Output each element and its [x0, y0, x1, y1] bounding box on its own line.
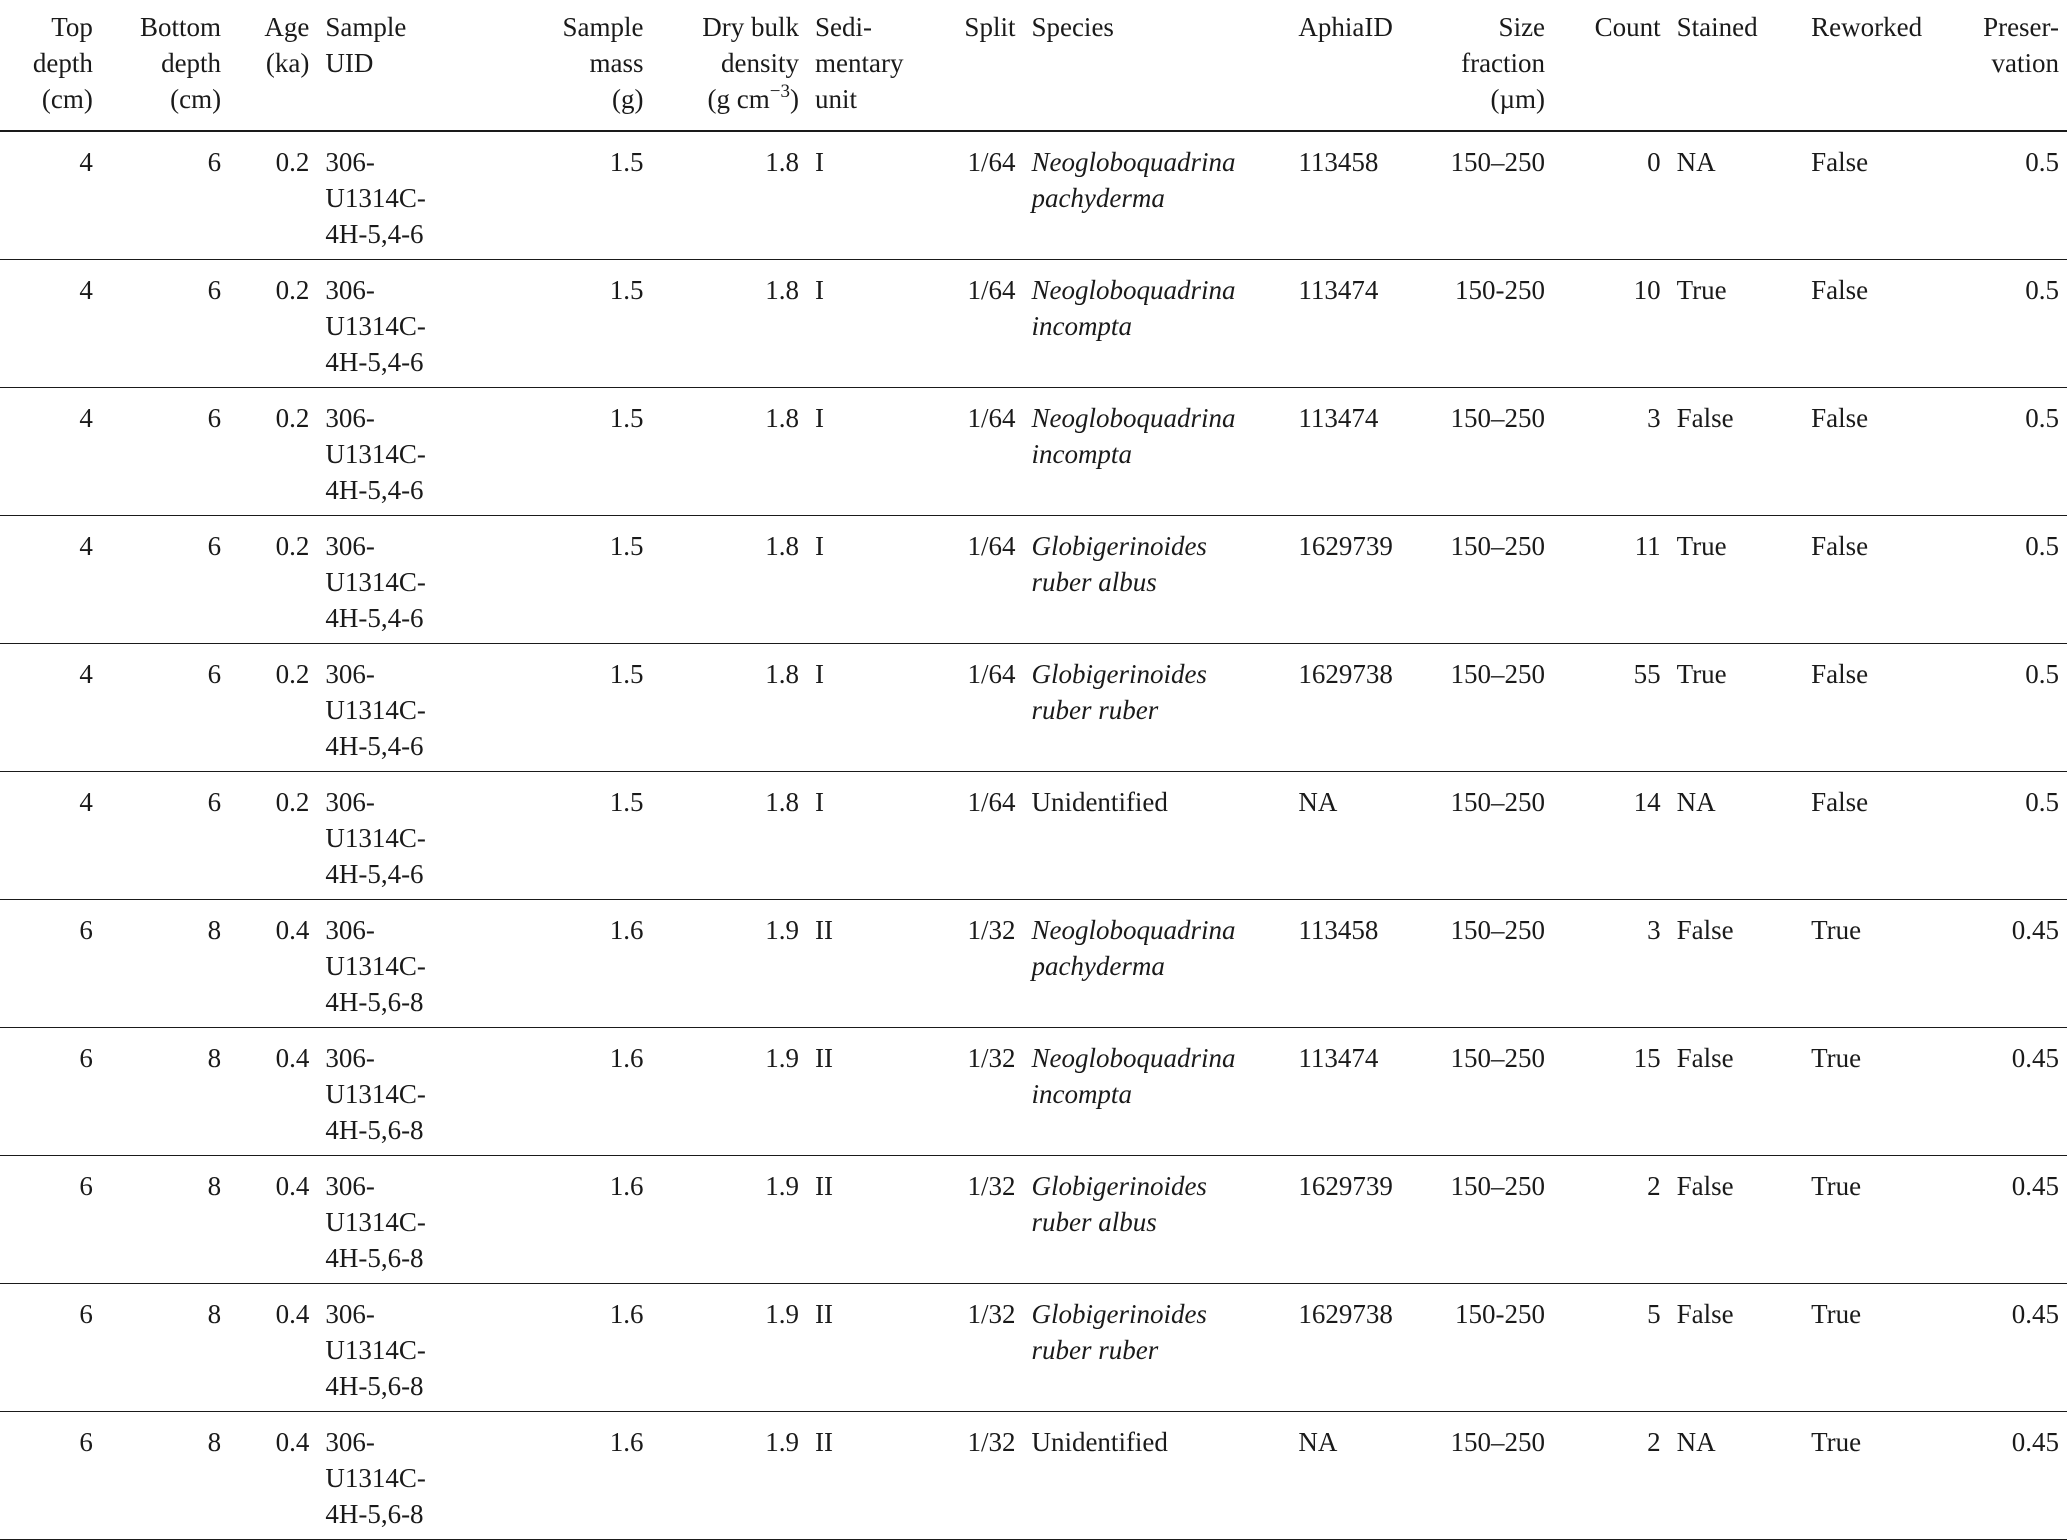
size-cell: 150–250 [1425, 131, 1553, 259]
count-cell: 55 [1553, 643, 1669, 771]
density-cell: 1.8 [651, 643, 807, 771]
table-row [0, 643, 2067, 771]
preservation-cell: 0.45 [1959, 899, 2067, 1027]
top-cell: 4 [0, 515, 101, 643]
column-header [504, 0, 651, 131]
size-cell: 150-250 [1425, 259, 1553, 387]
count-cell: 15 [1553, 1027, 1669, 1155]
top-cell: 6 [0, 1411, 101, 1539]
table-row [0, 771, 2067, 899]
header-line: Age [264, 12, 310, 42]
uid-line: U1314C- [325, 566, 426, 597]
uid-line: 306- [325, 530, 375, 561]
count-cell: 14 [1553, 771, 1669, 899]
species-cell [1023, 1283, 1290, 1411]
stained-cell: True [1669, 515, 1804, 643]
split-cell: 1/64 [912, 515, 1023, 643]
uid-line: 4H-5,6-8 [325, 1242, 424, 1273]
column-header [317, 0, 504, 131]
reworked-cell: True [1803, 1027, 1959, 1155]
header-line: (µm) [1490, 84, 1546, 114]
age-cell: 0.4 [229, 1411, 317, 1539]
size-cell: 150–250 [1425, 1411, 1553, 1539]
uid-cell [317, 771, 504, 899]
unit-cell: II [807, 1155, 912, 1283]
count-cell: 0 [1553, 131, 1669, 259]
uid-line: 4H-5,6-8 [325, 986, 424, 1017]
aphia-cell: 113458 [1290, 131, 1425, 259]
header-line: Bottom [140, 12, 222, 42]
top-cell: 4 [0, 387, 101, 515]
species-cell [1023, 1027, 1290, 1155]
species-cell [1023, 1411, 1290, 1539]
column-header [807, 0, 912, 131]
preservation-cell: 0.45 [1959, 1027, 2067, 1155]
column-header [1553, 0, 1669, 131]
uid-line: 306- [325, 1042, 375, 1073]
aphia-cell: 113474 [1290, 1027, 1425, 1155]
split-cell: 1/32 [912, 1283, 1023, 1411]
density-cell: 1.8 [651, 259, 807, 387]
table-row [0, 259, 2067, 387]
uid-cell [317, 1155, 504, 1283]
column-header [0, 0, 101, 131]
size-cell: 150-250 [1425, 1283, 1553, 1411]
bottom-cell: 8 [101, 899, 229, 1027]
species-line: pachyderma [1031, 950, 1165, 981]
uid-line: U1314C- [325, 822, 426, 853]
split-cell: 1/64 [912, 643, 1023, 771]
header-row [0, 0, 2067, 131]
aphia-cell: NA [1290, 771, 1425, 899]
density-cell: 1.9 [651, 1155, 807, 1283]
density-cell: 1.9 [651, 1027, 807, 1155]
species-cell [1023, 643, 1290, 771]
density-cell: 1.8 [651, 771, 807, 899]
species-line: incompta [1031, 438, 1132, 469]
uid-line: 306- [325, 402, 375, 433]
species-cell [1023, 131, 1290, 259]
size-cell: 150–250 [1425, 515, 1553, 643]
split-cell: 1/64 [912, 771, 1023, 899]
stained-cell: False [1669, 899, 1804, 1027]
preservation-cell: 0.45 [1959, 1283, 2067, 1411]
species-cell [1023, 515, 1290, 643]
uid-line: 4H-5,4-6 [325, 858, 424, 889]
header-line: Stained [1676, 12, 1758, 42]
preservation-cell: 0.5 [1959, 259, 2067, 387]
stained-cell: NA [1669, 131, 1804, 259]
mass-cell: 1.6 [504, 1411, 651, 1539]
unit-cell: I [807, 259, 912, 387]
aphia-cell: 1629738 [1290, 1283, 1425, 1411]
header-line: Dry bulk [702, 12, 799, 42]
header-line: density [721, 48, 799, 78]
mass-cell: 1.5 [504, 643, 651, 771]
header-line: UID [325, 48, 374, 78]
table-header [0, 0, 2067, 131]
header-line: unit [815, 84, 858, 114]
species-cell [1023, 1155, 1290, 1283]
uid-line: 4H-5,4-6 [325, 602, 424, 633]
unit-text: ) [790, 84, 799, 114]
bottom-cell: 8 [101, 1027, 229, 1155]
preservation-cell: 0.5 [1959, 643, 2067, 771]
preservation-cell: 0.45 [1959, 1411, 2067, 1539]
column-header [1290, 0, 1425, 131]
density-cell: 1.8 [651, 131, 807, 259]
uid-cell [317, 259, 504, 387]
header-line: Size [1498, 12, 1546, 42]
uid-line: 306- [325, 1298, 375, 1329]
unit-cell: I [807, 515, 912, 643]
reworked-cell: False [1803, 643, 1959, 771]
table-row [0, 131, 2067, 259]
species-line: Neogloboquadrina [1031, 274, 1236, 305]
uid-line: 306- [325, 786, 375, 817]
split-cell: 1/32 [912, 1155, 1023, 1283]
size-cell: 150–250 [1425, 771, 1553, 899]
table-row [0, 899, 2067, 1027]
unit-cell: II [807, 1283, 912, 1411]
species-line: ruber albus [1031, 566, 1157, 597]
mass-cell: 1.5 [504, 131, 651, 259]
size-cell: 150–250 [1425, 1155, 1553, 1283]
mass-cell: 1.6 [504, 1283, 651, 1411]
age-cell: 0.2 [229, 387, 317, 515]
table-body [0, 131, 2067, 1539]
stained-cell: True [1669, 259, 1804, 387]
species-line: incompta [1031, 310, 1132, 341]
age-cell: 0.2 [229, 643, 317, 771]
species-line: pachyderma [1031, 183, 1165, 213]
aphia-cell: 113458 [1290, 899, 1425, 1027]
uid-line: U1314C- [325, 310, 426, 341]
header-line: AphiaID [1298, 12, 1393, 42]
header-line: vation [1991, 48, 2059, 78]
count-cell: 3 [1553, 387, 1669, 515]
bottom-cell: 6 [101, 515, 229, 643]
count-cell: 10 [1553, 259, 1669, 387]
unit-cell: II [807, 899, 912, 1027]
aphia-cell: NA [1290, 1411, 1425, 1539]
unit-cell: I [807, 643, 912, 771]
reworked-cell: False [1803, 771, 1959, 899]
header-line: Reworked [1811, 12, 1923, 42]
density-cell: 1.9 [651, 1283, 807, 1411]
size-cell: 150–250 [1425, 1027, 1553, 1155]
header-line: (g) [612, 84, 644, 114]
density-cell: 1.8 [651, 387, 807, 515]
age-cell: 0.4 [229, 1283, 317, 1411]
aphia-cell: 1629739 [1290, 1155, 1425, 1283]
size-cell: 150–250 [1425, 387, 1553, 515]
uid-line: U1314C- [325, 438, 426, 469]
uid-cell [317, 1283, 504, 1411]
header-line: depth [161, 48, 222, 78]
species-cell [1023, 899, 1290, 1027]
density-cell: 1.9 [651, 1411, 807, 1539]
age-cell: 0.2 [229, 771, 317, 899]
aphia-cell: 1629738 [1290, 643, 1425, 771]
uid-line: 306- [325, 1170, 375, 1201]
header-line: fraction [1461, 48, 1546, 78]
bottom-cell: 6 [101, 771, 229, 899]
uid-line: 306- [325, 147, 375, 177]
uid-line: 4H-5,4-6 [325, 730, 424, 761]
aphia-cell: 113474 [1290, 259, 1425, 387]
header-line: (cm) [170, 84, 222, 114]
uid-line: 306- [325, 274, 375, 305]
bottom-cell: 6 [101, 131, 229, 259]
split-cell: 1/64 [912, 131, 1023, 259]
species-line: Neogloboquadrina [1031, 1042, 1236, 1073]
header-line: Sample [325, 12, 407, 42]
unit-text: (g cm [707, 84, 770, 114]
uid-line: 4H-5,6-8 [325, 1114, 424, 1145]
species-line: ruber ruber [1031, 1334, 1159, 1365]
top-cell: 6 [0, 1155, 101, 1283]
header-line [659, 81, 799, 117]
species-line: Neogloboquadrina [1031, 914, 1236, 945]
split-cell: 1/32 [912, 899, 1023, 1027]
top-cell: 4 [0, 131, 101, 259]
uid-cell [317, 899, 504, 1027]
column-header [912, 0, 1023, 131]
reworked-cell: True [1803, 1155, 1959, 1283]
header-line: (cm) [41, 84, 93, 114]
column-header [651, 0, 807, 131]
stained-cell: False [1669, 1155, 1804, 1283]
bottom-cell: 6 [101, 259, 229, 387]
species-line: ruber albus [1031, 1206, 1157, 1237]
uid-line: U1314C- [325, 1206, 426, 1237]
header-line: Split [964, 12, 1016, 42]
preservation-cell: 0.5 [1959, 131, 2067, 259]
uid-line: 4H-5,4-6 [325, 346, 424, 377]
unit-cell: II [807, 1411, 912, 1539]
top-cell: 4 [0, 643, 101, 771]
table-row [0, 1283, 2067, 1411]
reworked-cell: True [1803, 1411, 1959, 1539]
preservation-cell: 0.45 [1959, 1155, 2067, 1283]
mass-cell: 1.5 [504, 771, 651, 899]
header-line: Sedi- [815, 12, 872, 42]
mass-cell: 1.6 [504, 899, 651, 1027]
table-row [0, 1411, 2067, 1539]
age-cell: 0.4 [229, 899, 317, 1027]
top-cell: 6 [0, 1027, 101, 1155]
header-line: Species [1031, 12, 1114, 42]
split-cell: 1/64 [912, 387, 1023, 515]
top-cell: 4 [0, 771, 101, 899]
mass-cell: 1.5 [504, 515, 651, 643]
uid-cell [317, 1027, 504, 1155]
header-line: Count [1594, 12, 1661, 42]
uid-cell [317, 387, 504, 515]
unit-cell: I [807, 131, 912, 259]
density-cell: 1.8 [651, 515, 807, 643]
preservation-cell: 0.5 [1959, 771, 2067, 899]
stained-cell: NA [1669, 1411, 1804, 1539]
species-cell [1023, 771, 1290, 899]
age-cell: 0.2 [229, 515, 317, 643]
header-line: (ka) [265, 48, 310, 78]
bottom-cell: 6 [101, 387, 229, 515]
uid-line: U1314C- [325, 1462, 426, 1493]
table-row [0, 515, 2067, 643]
size-cell: 150–250 [1425, 899, 1553, 1027]
uid-cell [317, 1411, 504, 1539]
uid-line: U1314C- [325, 1334, 426, 1365]
count-cell: 2 [1553, 1155, 1669, 1283]
size-cell: 150–250 [1425, 643, 1553, 771]
species-line: Globigerinoides [1031, 530, 1207, 561]
uid-line: U1314C- [325, 694, 426, 725]
uid-line: 4H-5,6-8 [325, 1370, 424, 1401]
header-line: Top [51, 12, 93, 42]
header-line: mass [589, 48, 644, 78]
column-header [1425, 0, 1553, 131]
mass-cell: 1.6 [504, 1155, 651, 1283]
species-line: Neogloboquadrina [1031, 402, 1236, 433]
bottom-cell: 6 [101, 643, 229, 771]
species-line: Unidentified [1031, 1426, 1168, 1457]
split-cell: 1/32 [912, 1027, 1023, 1155]
age-cell: 0.2 [229, 131, 317, 259]
uid-line: 306- [325, 658, 375, 689]
aphia-cell: 1629739 [1290, 515, 1425, 643]
bottom-cell: 8 [101, 1155, 229, 1283]
stained-cell: NA [1669, 771, 1804, 899]
uid-line: 4H-5,6-8 [325, 1498, 424, 1529]
species-line: incompta [1031, 1078, 1132, 1109]
mass-cell: 1.5 [504, 259, 651, 387]
species-line: Globigerinoides [1031, 1170, 1207, 1201]
reworked-cell: True [1803, 899, 1959, 1027]
split-cell: 1/64 [912, 259, 1023, 387]
unit-exponent: −3 [769, 81, 790, 102]
mass-cell: 1.6 [504, 1027, 651, 1155]
column-header [1959, 0, 2067, 131]
count-cell: 2 [1553, 1411, 1669, 1539]
species-line: Globigerinoides [1031, 1298, 1207, 1329]
mass-cell: 1.5 [504, 387, 651, 515]
reworked-cell: False [1803, 259, 1959, 387]
uid-line: 4H-5,4-6 [325, 474, 424, 505]
uid-line: U1314C- [325, 950, 426, 981]
uid-line: 306- [325, 914, 375, 945]
preservation-cell: 0.5 [1959, 387, 2067, 515]
count-cell: 3 [1553, 899, 1669, 1027]
uid-cell [317, 515, 504, 643]
species-line: Globigerinoides [1031, 658, 1207, 689]
uid-line: 4H-5,4-6 [325, 219, 424, 249]
count-cell: 11 [1553, 515, 1669, 643]
header-line: depth [32, 48, 93, 78]
uid-line: U1314C- [325, 1078, 426, 1109]
density-cell: 1.9 [651, 899, 807, 1027]
species-line: Unidentified [1031, 786, 1168, 817]
stained-cell: False [1669, 387, 1804, 515]
aphia-cell: 113474 [1290, 387, 1425, 515]
header-line: Preser- [1983, 12, 2059, 42]
species-cell [1023, 387, 1290, 515]
age-cell: 0.2 [229, 259, 317, 387]
uid-cell [317, 131, 504, 259]
stained-cell: False [1669, 1283, 1804, 1411]
column-header [229, 0, 317, 131]
top-cell: 4 [0, 259, 101, 387]
reworked-cell: False [1803, 515, 1959, 643]
column-header [1803, 0, 1959, 131]
uid-line: U1314C- [325, 183, 426, 213]
stained-cell: True [1669, 643, 1804, 771]
header-line: mentary [815, 48, 904, 78]
unit-cell: II [807, 1027, 912, 1155]
header-line: Sample [562, 12, 644, 42]
column-header [1669, 0, 1804, 131]
species-line: Neogloboquadrina [1031, 147, 1236, 177]
uid-cell [317, 643, 504, 771]
bottom-cell: 8 [101, 1411, 229, 1539]
reworked-cell: True [1803, 1283, 1959, 1411]
stained-cell: False [1669, 1027, 1804, 1155]
top-cell: 6 [0, 899, 101, 1027]
species-line: ruber ruber [1031, 694, 1159, 725]
reworked-cell: False [1803, 387, 1959, 515]
uid-line: 306- [325, 1426, 375, 1457]
column-header [1023, 0, 1290, 131]
reworked-cell: False [1803, 131, 1959, 259]
preservation-cell: 0.5 [1959, 515, 2067, 643]
species-cell [1023, 259, 1290, 387]
top-cell: 6 [0, 1283, 101, 1411]
table-row [0, 1155, 2067, 1283]
unit-cell: I [807, 771, 912, 899]
split-cell: 1/32 [912, 1411, 1023, 1539]
count-cell: 5 [1553, 1283, 1669, 1411]
table-row [0, 1027, 2067, 1155]
bottom-cell: 8 [101, 1283, 229, 1411]
table-row [0, 387, 2067, 515]
unit-cell: I [807, 387, 912, 515]
age-cell: 0.4 [229, 1155, 317, 1283]
age-cell: 0.4 [229, 1027, 317, 1155]
column-header [101, 0, 229, 131]
